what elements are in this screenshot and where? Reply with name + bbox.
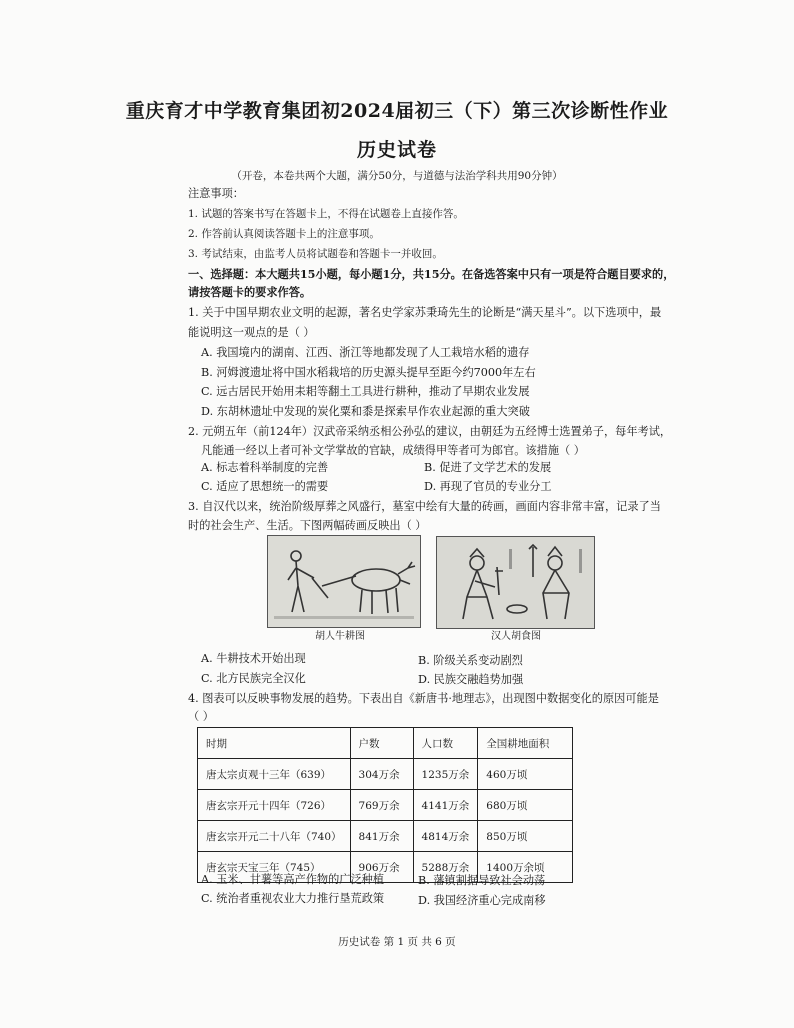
table-cell: 680万顷 (478, 790, 573, 821)
question-4-option-c: C. 统治者重视农业大力推行垦荒政策 (201, 892, 385, 905)
table-cell: 304万余 (350, 759, 413, 790)
population-table (197, 727, 573, 886)
question-1-option-a: A. 我国境内的湖南、江西、浙江等地都发现了人工栽培水稻的遗存 (201, 346, 530, 359)
question-4-option-a: A. 玉米、甘薯等高产作物的广泛种植 (201, 873, 385, 886)
table-row (198, 821, 573, 852)
table-header: 户数 (350, 728, 413, 759)
question-3-option-a: A. 牛耕技术开始出现 (201, 652, 306, 665)
question-4-stem: （ ） (188, 710, 214, 723)
han-hu-food-brick-painting (436, 536, 595, 629)
table-cell: 906万余 (350, 852, 413, 883)
ox-plowing-brick-painting (267, 535, 421, 628)
question-2-stem: 2. 元朔五年（前124年）汉武帝采纳丞相公孙弘的建议，由朝廷为五经博士选置弟子，每年考试， (188, 425, 672, 438)
table-cell: 5288万余 (413, 852, 478, 883)
table-cell: 460万顷 (478, 759, 573, 790)
table-cell: 4141万余 (413, 790, 478, 821)
table-cell: 769万余 (350, 790, 413, 821)
question-4-option-d: D. 我国经济重心完成南移 (418, 894, 546, 907)
question-3-option-b: B. 阶级关系变动剧烈 (418, 654, 523, 667)
table-cell: 850万顷 (478, 821, 573, 852)
question-3-option-c: C. 北方民族完全汉化 (201, 672, 306, 685)
question-2-stem: 凡能通一经以上者可补文学掌故的官缺，成绩得甲等者可为郎官。该措施（ ） (201, 444, 585, 457)
table-header: 时期 (198, 728, 351, 759)
table-header-row (198, 728, 573, 759)
question-3-stem: 3. 自汉代以来，统治阶级厚葬之风盛行，墓室中绘有大量的砖画，画面内容非常丰富，记录了当 (188, 500, 661, 513)
notice-item: 3. 考试结束，由监考人员将试题卷和答题卡一并收回。 (188, 248, 443, 260)
section-heading: 一、选择题：本大题共15小题，每小题1分，共15分。在备选答案中只有一项是符合题目要求的， (188, 267, 675, 281)
question-4-option-b: B. 藩镇割据导致社会动荡 (418, 874, 546, 887)
exam-note: （开卷，本卷共两个大题，满分50分，与道德与法治学科共用90分钟） (231, 170, 563, 182)
notice-heading: 注意事项： (188, 187, 244, 200)
notice-item: 1. 试题的答案书写在答题卡上，不得在试题卷上直接作答。 (188, 208, 464, 220)
question-2-option-c: C. 适应了思想统一的需要 (201, 480, 329, 493)
table-row (198, 790, 573, 821)
question-3-stem: 时的社会生产、生活。下图两幅砖画反映出（ ） (188, 519, 427, 532)
image-caption: 胡人牛耕图 (315, 631, 365, 642)
table-cell: 唐玄宗天宝三年（745） (198, 852, 351, 883)
table-row (198, 759, 573, 790)
table-header: 人口数 (413, 728, 478, 759)
question-2-option-b: B. 促进了文学艺术的发展 (424, 461, 552, 474)
notice-item: 2. 作答前认真阅读答题卡上的注意事项。 (188, 228, 380, 240)
question-4-stem: 4. 图表可以反映事物发展的趋势。下表出自《新唐书·地理志》，出现图中数据变化的原因可能是 (188, 692, 659, 705)
exam-title: 重庆育才中学教育集团初2024届初三（下）第三次诊断性作业 (125, 100, 669, 122)
table-cell: 841万余 (350, 821, 413, 852)
question-1-option-c: C. 远古居民开始用耒耜等翻土工具进行耕种，推动了早期农业发展 (201, 385, 530, 398)
table-cell: 唐太宗贞观十三年（639） (198, 759, 351, 790)
table-cell: 唐玄宗开元二十八年（740） (198, 821, 351, 852)
question-1-stem: 能说明这一观点的是（ ） (188, 326, 315, 339)
exam-subtitle: 历史试卷 (356, 139, 437, 161)
table-cell: 1400万余顷 (478, 852, 573, 883)
table-cell: 4814万余 (413, 821, 478, 852)
question-1-option-d: D. 东胡林遗址中发现的炭化粟和黍是探索早作农业起源的重大突破 (201, 405, 530, 418)
question-2-option-d: D. 再现了官员的专业分工 (424, 480, 552, 493)
page-footer: 历史试卷 第 1 页 共 6 页 (338, 936, 456, 948)
question-3-option-d: D. 民族交融趋势加强 (418, 673, 524, 686)
table-cell: 唐玄宗开元十四年（726） (198, 790, 351, 821)
section-heading-cont: 请按答题卡的要求作答。 (188, 285, 312, 299)
table-header: 全国耕地面积 (478, 728, 573, 759)
question-1-option-b: B. 河姆渡遗址将中国水稻栽培的历史源头提早至距今约7000年左右 (201, 366, 536, 379)
question-1-stem: 1. 关于中国早期农业文明的起源，著名史学家苏秉琦先生的论断是“满天星斗”。以下选项中，最 (188, 306, 662, 319)
question-2-option-a: A. 标志着科举制度的完善 (201, 461, 329, 474)
table-cell: 1235万余 (413, 759, 478, 790)
image-caption: 汉人胡食图 (491, 631, 541, 642)
